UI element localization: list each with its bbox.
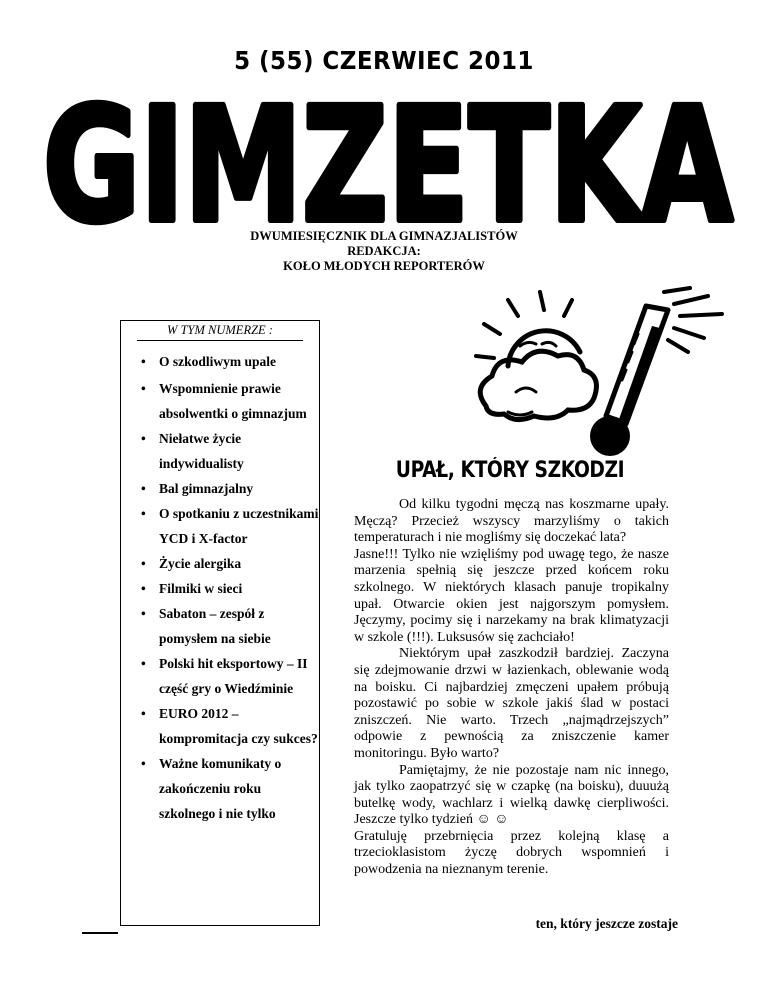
masthead-logo <box>38 72 738 232</box>
publication-subtitle <box>0 229 768 274</box>
sun-ray <box>476 356 494 358</box>
toc-item: • Polski hit eksportowy – II część gry o Wiedźminie <box>141 656 308 696</box>
toc-item: • O szkodliwym upale <box>141 354 277 369</box>
heat-ray <box>664 288 690 292</box>
issue-number: 5 (55) CZERWIEC 2011 <box>234 46 534 75</box>
toc-heading: W TYM NUMERZE : <box>137 323 303 341</box>
subtitle-line: REDAKCJA: <box>347 244 421 258</box>
sun-ray <box>564 300 572 316</box>
subtitle-line: KOŁO MŁODYCH REPORTERÓW <box>283 259 485 273</box>
article-headline: UPAŁ, KTÓRY SZKODZI <box>395 458 625 483</box>
heat-ray <box>668 340 688 352</box>
toc-item: • O spotkaniu z uczestnikami YCD i X-factor <box>141 506 319 546</box>
table-of-contents <box>120 320 320 926</box>
thermometer-tube <box>606 306 668 424</box>
subtitle-line: DWUMIESIĘCZNIK DLA GIMNAZJALISTÓW <box>250 229 518 243</box>
heat-ray <box>674 296 708 304</box>
toc-item: • Filmiki w sieci <box>141 581 243 596</box>
sun-thermometer-clipart <box>468 286 728 462</box>
toc-item: • Życie alergika <box>141 556 242 571</box>
article-body <box>354 497 669 879</box>
toc-item: • Niełatwe życie indywidualisty <box>141 431 244 471</box>
article-paragraph: Gratuluję przebrnięcia przez kolejną klasę a trzecioklasistom życzę dobrych wspomnień i powodzenia na nieznanym terenie. <box>354 828 669 878</box>
sun-ray <box>540 292 544 310</box>
toc-list <box>121 349 319 826</box>
article-paragraph: Pamiętajmy, że nie pozostaje nam nic innego, jak tylko zaopatrzyć się w czapkę (na boisku), duuużą butelkę wody, wachlarz i wielką dawkę cierpliwości. Jeszcze tylko tydzień ☺ ☺ <box>354 762 669 828</box>
masthead-title: GIMZETKA <box>43 74 733 232</box>
sun-ray <box>508 300 518 316</box>
article-paragraph: Jasne!!! Tylko nie wzięliśmy pod uwagę tego, że nasze marzenia spełnią się jeszcze przed końcem roku szkolnego. W niektórych klasach panuje tropikalny upał. Otwarcie okien jest najgorszym pomysłem. Jęczymy, pocimy się i narzekamy na brak klimatyzacji w szkole (!!!). Luksusów się zachciało! <box>354 546 669 645</box>
article-paragraph: Od kilku tygodni męczą nas koszmarne upały. Męczą? Przecież wszyscy marzyliśmy o takich temperaturach i nie mogliśmy się doczekać lata? <box>354 497 669 546</box>
footer-rule <box>82 932 118 934</box>
toc-item: • Ważne komunikaty o zakończeniu roku szkolnego i nie tylko <box>141 756 282 821</box>
toc-item: • Bal gimnazjalny <box>141 481 254 496</box>
heat-ray <box>674 328 704 338</box>
toc-item: • EURO 2012 – kompromitacja czy sukces? <box>141 706 318 746</box>
toc-item: • Wspomnienie prawie absolwentki o gimnazjum <box>141 381 307 421</box>
toc-item: • Sabaton – zespół z pomysłem na siebie <box>141 606 271 646</box>
article-signature: ten, który jeszcze zostaje <box>535 916 678 931</box>
heat-ray <box>680 314 722 316</box>
cloud <box>480 351 596 419</box>
article-paragraph: Niektórym upał zaszkodził bardziej. Zaczyna się zdejmowanie drzwi w łazienkach, oblewanie wodą na boisku. Ci najbardziej zmęczeni upałem próbują pozostawić po sobie w szkole jakiś ślad w postaci zniszczeń. Nie warto. Trzech „najmądrzejszych” odpowie z pewnością za zniszczenie kamer monitoringu. Było warto? <box>354 646 669 761</box>
sun-ray <box>484 324 500 334</box>
